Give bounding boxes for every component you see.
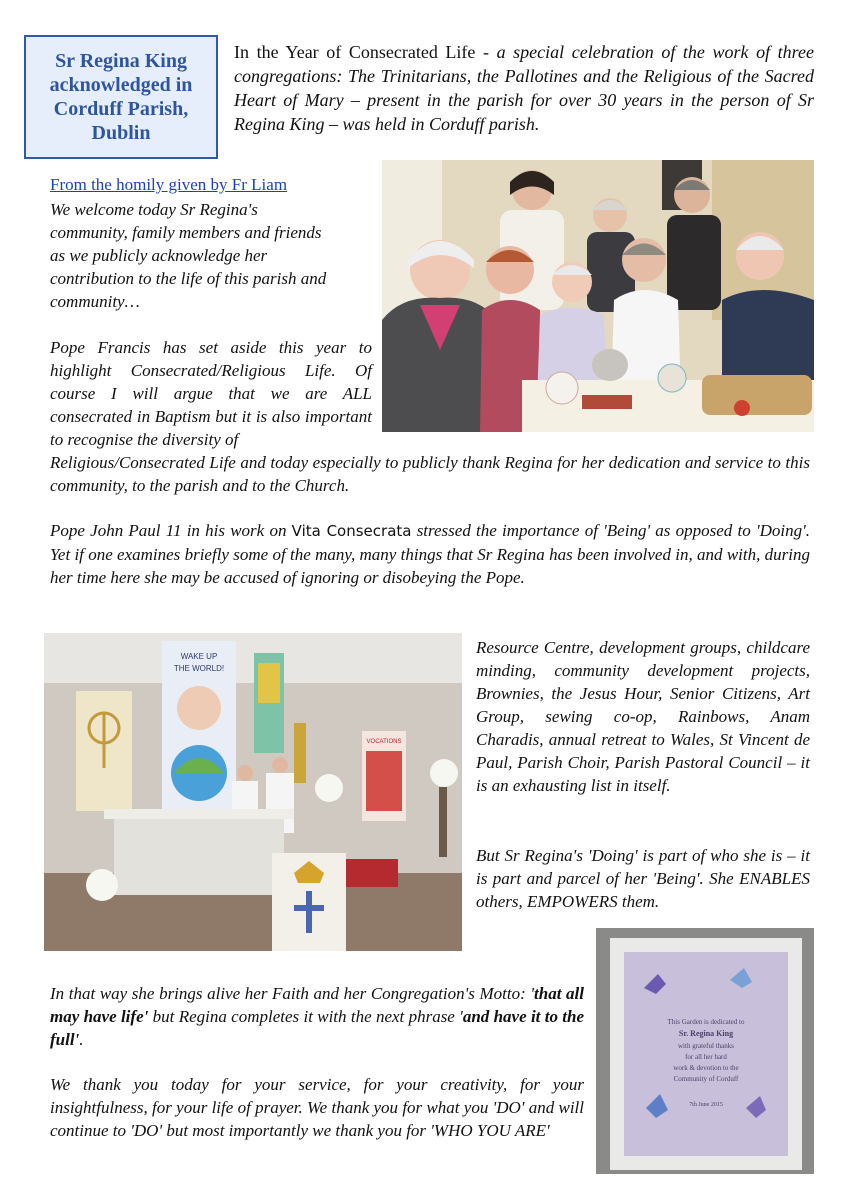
plaque-line: work & devotion to the [673,1064,739,1072]
title-line: Corduff Parish, [53,98,189,120]
plaque-line: with grateful thanks [678,1042,734,1050]
plaque-line: for all her hard [685,1053,727,1061]
homily-heading-link[interactable]: From the homily given by Fr Liam [50,175,288,194]
poster-text: VOCATIONS [366,739,402,745]
jp-text-b: stressed the importance of 'Being' as opposed to 'Doing'. Yet if one examines briefly some of the many, many things that Sr Regina has been involved in, and with, during her time here she may be accused of ignoring or disobeying the Pope. [50,521,810,587]
motto-bold-2: and have it to the full' [50,1007,584,1049]
plaque-line: Sr. Regina King [678,1029,734,1038]
thanks-paragraph: We thank you today for your service, for your creativity, for your insightfulness, for your life of prayer. We thank you for what you 'DO' and will continue to 'DO' but most importantly we thank you for 'WHO YOU ARE' [50,1075,584,1140]
intro-paragraph [234,40,814,136]
motto-paragraph [50,982,584,1051]
motto-bold-1: that all may have life' [50,984,584,1026]
title-box [24,35,218,159]
banner-line-2: THE WORLD! [173,664,225,673]
group-photo [382,160,814,432]
activities-list-paragraph: Resource Centre, development groups, childcare minding, community development projects, Brownies, the Jesus Hour, Senior Citizens, Art Group, sewing co-op, Rainbows, Anam Charadis, annual retreat to Wales, St Vincent de Paul, Parish Choir, Parish Pastoral Council – it is an exhausting list in itself. [476,638,810,795]
title-line: Dublin [91,122,151,144]
plaque-line: This Garden is dedicated to [667,1018,745,1026]
plaque-line: Community of Corduff [673,1075,739,1083]
banner-line-1: WAKE UP [180,652,218,661]
john-paul-paragraph [50,519,810,589]
motto-text-c: . [79,1030,84,1049]
pope-francis-paragraph: Pope Francis has set aside this year to highlight Consecrated/Religious Life. Of course I will argue that we are ALL consecrated in Baptism but it is also important to recognise the diversity of [50,338,372,449]
intro-lead: In the Year of Consecrated Life - [234,42,497,62]
church-interior-photo [44,633,462,951]
vita-consecrata-title: Vita Consecrata [291,522,412,540]
welcome-paragraph: We welcome today Sr Regina's community, family members and friends as we publicly acknowledge her contribution to the life of this parish and community… [50,200,327,311]
pope-francis-paragraph-continued: Religious/Consecrated Life and today especially to publicly thank Regina for her dedication and service to this community, to the parish and to the Church. [50,453,810,495]
jp-text-a: Pope John Paul 11 in his work on [50,521,292,540]
title-line: acknowledged in [49,74,193,96]
garden-plaque-photo [596,928,814,1174]
plaque-date: 7th June 2015 [689,1102,723,1108]
motto-text-a: In that way she brings alive her Faith and her Congregation's Motto: ' [50,984,535,1003]
intro-italic: a special celebration of the work of three congregations: The Trinitarians, the Pallotines and the Religious of the Sacred Heart of Mary – present in the parish for over 30 years in the person of Sr Regina King – was held in Corduff parish. [234,42,814,134]
doing-paragraph: But Sr Regina's 'Doing' is part of who she is – it is part and parcel of her 'Being'. She ENABLES others, EMPOWERS them. [476,846,810,911]
motto-text-b: but Regina completes it with the next phrase ' [148,1007,463,1026]
title-line: Sr Regina King [55,50,187,72]
